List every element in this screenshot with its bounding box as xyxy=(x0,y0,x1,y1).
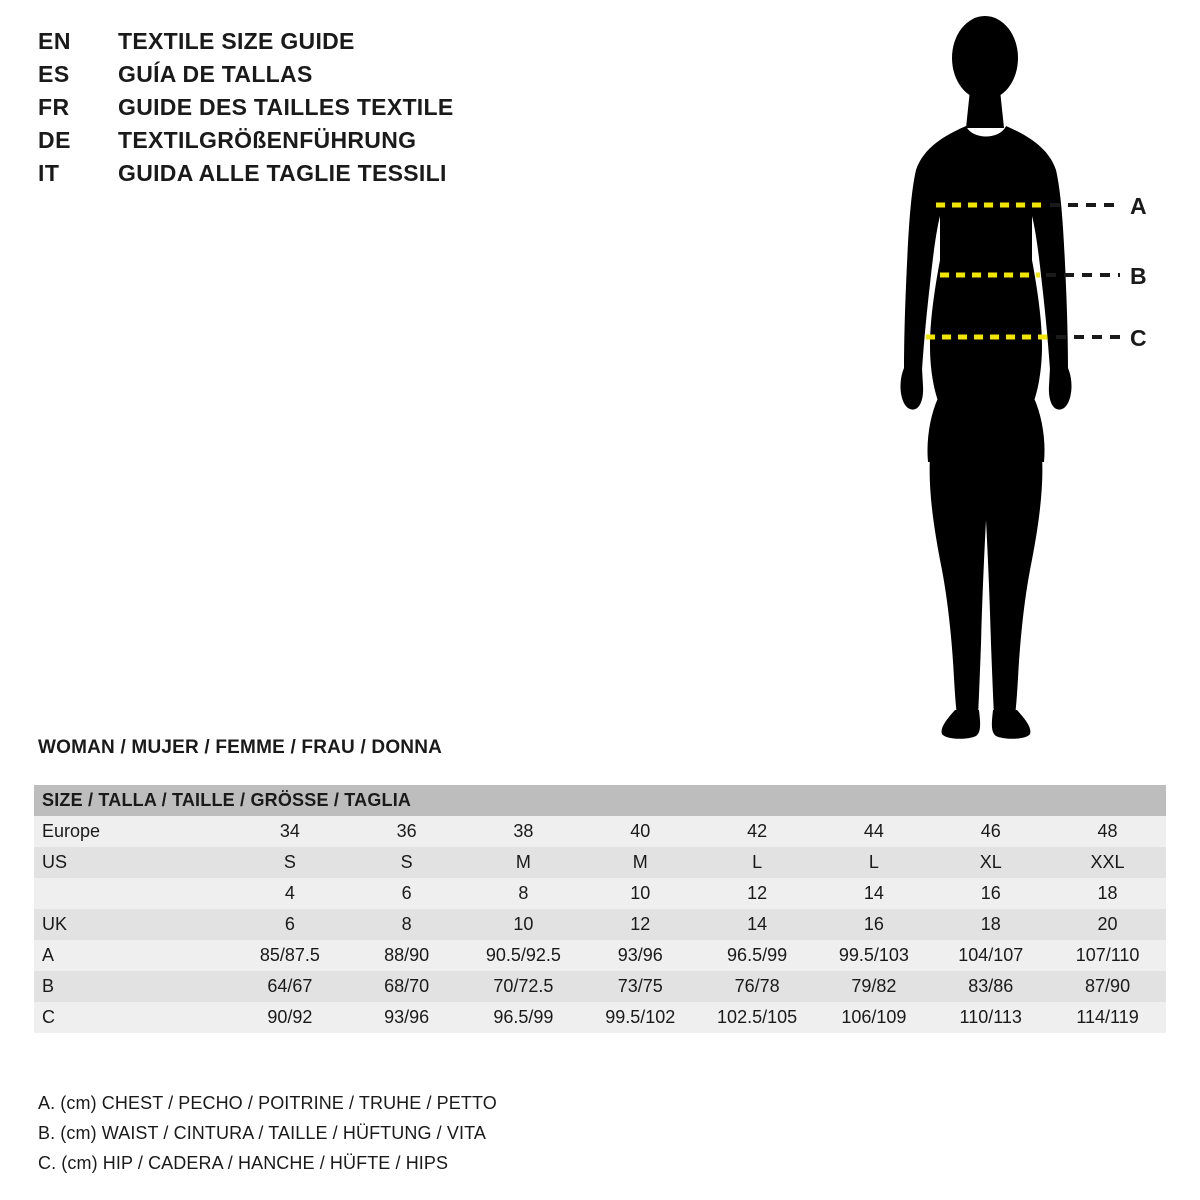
table-row xyxy=(34,1002,1166,1033)
cell-europe-6: 44 xyxy=(816,816,933,847)
row-label-uk: UK xyxy=(34,909,232,940)
cell-uk-6: 16 xyxy=(816,909,933,940)
row-label-c: C xyxy=(34,1002,232,1033)
cell-b-5: 76/78 xyxy=(699,971,816,1002)
cell-usnum-5: 12 xyxy=(699,878,816,909)
cell-a-5: 96.5/99 xyxy=(699,940,816,971)
measure-label-c: C xyxy=(1130,325,1147,351)
cell-europe-4: 40 xyxy=(582,816,699,847)
title-row-de xyxy=(38,127,678,160)
cell-us-5: L xyxy=(699,847,816,878)
cell-c-2: 93/96 xyxy=(348,1002,465,1033)
footnote-b: B. (cm) WAIST / CINTURA / TAILLE / HÜFTUNG / VITA xyxy=(38,1123,486,1143)
title-lang-it: IT xyxy=(38,160,60,186)
table-row xyxy=(34,940,1166,971)
cell-usnum-6: 14 xyxy=(816,878,933,909)
cell-b-1: 64/67 xyxy=(232,971,349,1002)
cell-uk-1: 6 xyxy=(232,909,349,940)
cell-usnum-2: 6 xyxy=(348,878,465,909)
cell-europe-2: 36 xyxy=(348,816,465,847)
cell-c-7: 110/113 xyxy=(932,1002,1049,1033)
cell-b-8: 87/90 xyxy=(1049,971,1166,1002)
title-text-it: GUIDA ALLE TAGLIE TESSILI xyxy=(118,160,447,186)
title-text-en: TEXTILE SIZE GUIDE xyxy=(118,28,355,54)
cell-b-6: 79/82 xyxy=(816,971,933,1002)
cell-uk-4: 12 xyxy=(582,909,699,940)
cell-a-7: 104/107 xyxy=(932,940,1049,971)
cell-europe-1: 34 xyxy=(232,816,349,847)
row-label-a: A xyxy=(34,940,232,971)
cell-us-8: XXL xyxy=(1049,847,1166,878)
cell-usnum-3: 8 xyxy=(465,878,582,909)
title-row-it xyxy=(38,160,678,193)
cell-c-6: 106/109 xyxy=(816,1002,933,1033)
cell-uk-3: 10 xyxy=(465,909,582,940)
table-row xyxy=(34,816,1166,847)
title-lang-fr: FR xyxy=(38,94,70,120)
table-header-row xyxy=(34,785,1166,816)
cell-us-6: L xyxy=(816,847,933,878)
footnote-a: A. (cm) CHEST / PECHO / POITRINE / TRUHE / PETTO xyxy=(38,1093,497,1113)
cell-c-1: 90/92 xyxy=(232,1002,349,1033)
cell-us-3: M xyxy=(465,847,582,878)
cell-c-8: 114/119 xyxy=(1049,1002,1166,1033)
cell-uk-2: 8 xyxy=(348,909,465,940)
cell-usnum-4: 10 xyxy=(582,878,699,909)
cell-a-1: 85/87.5 xyxy=(232,940,349,971)
cell-uk-7: 18 xyxy=(932,909,1049,940)
footnotes xyxy=(38,1088,738,1178)
title-lang-en: EN xyxy=(38,28,71,54)
cell-a-4: 93/96 xyxy=(582,940,699,971)
table-row xyxy=(34,878,1166,909)
size-table xyxy=(34,785,1166,1033)
table-row xyxy=(34,909,1166,940)
cell-c-4: 99.5/102 xyxy=(582,1002,699,1033)
row-label-b: B xyxy=(34,971,232,1002)
table-row xyxy=(34,971,1166,1002)
title-text-es: GUÍA DE TALLAS xyxy=(118,61,313,87)
female-body-figure xyxy=(860,10,1190,750)
cell-c-5: 102.5/105 xyxy=(699,1002,816,1033)
cell-us-4: M xyxy=(582,847,699,878)
cell-us-7: XL xyxy=(932,847,1049,878)
cell-b-4: 73/75 xyxy=(582,971,699,1002)
section-heading-woman: WOMAN / MUJER / FEMME / FRAU / DONNA xyxy=(38,737,443,758)
footnote-c: C. (cm) HIP / CADERA / HANCHE / HÜFTE / HIPS xyxy=(38,1153,449,1173)
cell-uk-5: 14 xyxy=(699,909,816,940)
cell-us-1: S xyxy=(232,847,349,878)
title-lang-es: ES xyxy=(38,61,70,87)
cell-b-2: 68/70 xyxy=(348,971,465,1002)
cell-a-3: 90.5/92.5 xyxy=(465,940,582,971)
body-silhouette-icon xyxy=(860,10,1190,750)
table-row xyxy=(34,847,1166,878)
cell-us-2: S xyxy=(348,847,465,878)
title-block xyxy=(38,28,678,193)
cell-a-6: 99.5/103 xyxy=(816,940,933,971)
cell-a-8: 107/110 xyxy=(1049,940,1166,971)
cell-uk-8: 20 xyxy=(1049,909,1166,940)
cell-usnum-1: 4 xyxy=(232,878,349,909)
measure-label-b: B xyxy=(1130,263,1147,289)
cell-usnum-8: 18 xyxy=(1049,878,1166,909)
cell-a-2: 88/90 xyxy=(348,940,465,971)
cell-europe-5: 42 xyxy=(699,816,816,847)
title-lang-de: DE xyxy=(38,127,71,153)
title-row-fr xyxy=(38,94,678,127)
cell-b-3: 70/72.5 xyxy=(465,971,582,1002)
cell-europe-7: 46 xyxy=(932,816,1049,847)
title-row-es xyxy=(38,61,678,94)
title-row-en xyxy=(38,28,678,61)
title-text-de: TEXTILGRÖßENFÜHRUNG xyxy=(118,127,417,153)
cell-c-3: 96.5/99 xyxy=(465,1002,582,1033)
row-label-europe: Europe xyxy=(34,816,232,847)
table-header-label: SIZE / TALLA / TAILLE / GRÖSSE / TAGLIA xyxy=(34,785,1166,816)
row-label-us-numeric xyxy=(34,878,232,909)
cell-europe-8: 48 xyxy=(1049,816,1166,847)
title-text-fr: GUIDE DES TAILLES TEXTILE xyxy=(118,94,454,120)
measure-label-a: A xyxy=(1130,193,1147,219)
cell-usnum-7: 16 xyxy=(932,878,1049,909)
cell-b-7: 83/86 xyxy=(932,971,1049,1002)
row-label-us: US xyxy=(34,847,232,878)
cell-europe-3: 38 xyxy=(465,816,582,847)
